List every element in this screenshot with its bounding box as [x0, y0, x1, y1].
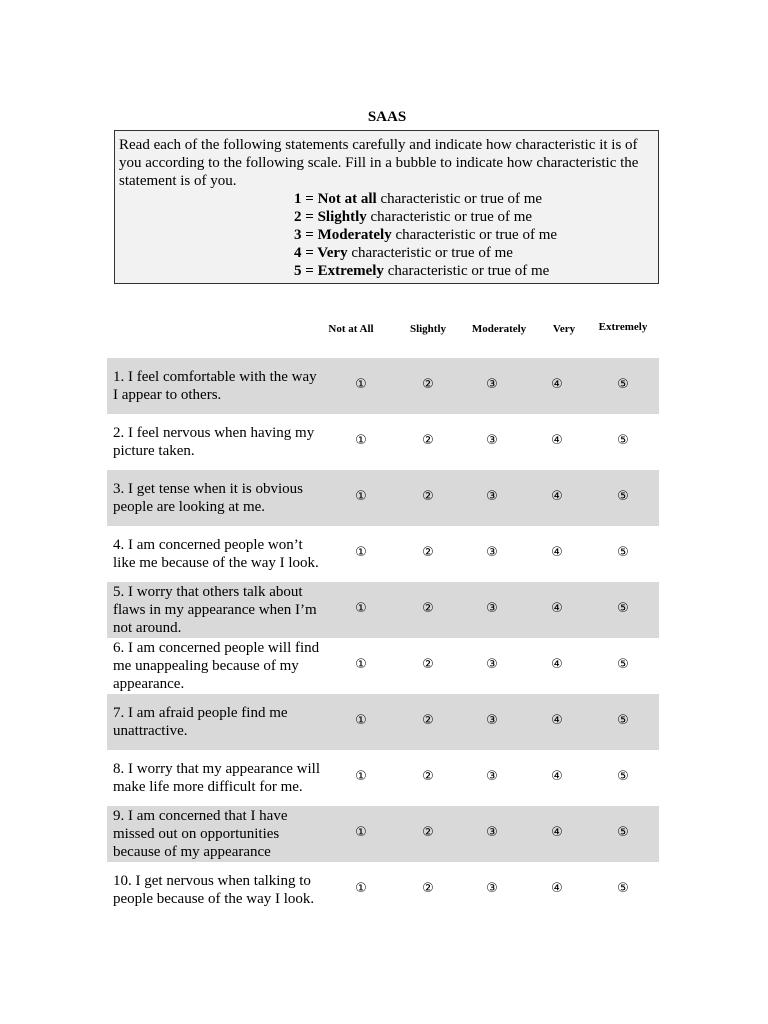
- rating-bubble-4-very[interactable]: ④: [551, 489, 563, 504]
- item-statement-5: [113, 582, 323, 638]
- rating-bubble-5-extremely[interactable]: ⑤: [617, 881, 629, 896]
- item-statement-text: 8. I worry that my appearance will make life more difficult for me.: [113, 761, 321, 795]
- rating-bubble-2-slightly[interactable]: ②: [422, 657, 434, 672]
- column-header-extremely: Extremely: [598, 321, 648, 333]
- item-statement-2: [113, 414, 323, 470]
- item-row-10: [107, 862, 659, 918]
- rating-bubble-3-moderately[interactable]: ③: [486, 881, 498, 896]
- item-statement-10: [113, 862, 323, 918]
- item-row-8: [107, 750, 659, 806]
- rating-bubble-4-very[interactable]: ④: [551, 377, 563, 392]
- rating-scale-legend: [294, 190, 654, 280]
- page-title: SAAS: [367, 109, 407, 125]
- rating-bubble-4-very[interactable]: ④: [551, 601, 563, 616]
- item-statement-9: [113, 806, 323, 862]
- item-row-6: [107, 638, 659, 694]
- item-row-5: [107, 582, 659, 638]
- rating-bubble-4-very[interactable]: ④: [551, 657, 563, 672]
- scale-item-4: 4 = Very characteristic or true of me: [294, 245, 513, 261]
- rating-bubble-3-moderately[interactable]: ③: [486, 545, 498, 560]
- item-statement-3: [113, 470, 323, 526]
- rating-bubble-5-extremely[interactable]: ⑤: [617, 545, 629, 560]
- item-statement-text: 4. I am concerned people won’t like me because of the way I look.: [113, 537, 319, 571]
- item-statement-text: 5. I worry that others talk about flaws in my appearance when I’m not around.: [113, 584, 317, 636]
- item-statement-4: [113, 526, 323, 582]
- rating-bubble-5-extremely[interactable]: ⑤: [617, 657, 629, 672]
- item-row-3: [107, 470, 659, 526]
- item-statement-text: 2. I feel nervous when having my picture taken.: [113, 425, 315, 459]
- rating-bubble-5-extremely[interactable]: ⑤: [617, 769, 629, 784]
- rating-bubble-3-moderately[interactable]: ③: [486, 377, 498, 392]
- rating-bubble-3-moderately[interactable]: ③: [486, 825, 498, 840]
- item-statement-text: 6. I am concerned people will find me unappealing because of my appearance.: [113, 640, 320, 692]
- rating-bubble-4-very[interactable]: ④: [551, 825, 563, 840]
- rating-bubble-4-very[interactable]: ④: [551, 713, 563, 728]
- rating-bubble-1-not-at-all[interactable]: ①: [355, 881, 367, 896]
- rating-bubble-2-slightly[interactable]: ②: [422, 601, 434, 616]
- rating-bubble-2-slightly[interactable]: ②: [422, 881, 434, 896]
- item-row-7: [107, 694, 659, 750]
- rating-bubble-1-not-at-all[interactable]: ①: [355, 769, 367, 784]
- scale-item-5: 5 = Extremely characteristic or true of me: [294, 263, 550, 279]
- scale-item-2: 2 = Slightly characteristic or true of me: [294, 209, 533, 225]
- rating-bubble-1-not-at-all[interactable]: ①: [355, 433, 367, 448]
- rating-bubble-3-moderately[interactable]: ③: [486, 769, 498, 784]
- rating-bubble-4-very[interactable]: ④: [551, 881, 563, 896]
- rating-bubble-2-slightly[interactable]: ②: [422, 825, 434, 840]
- rating-bubble-2-slightly[interactable]: ②: [422, 769, 434, 784]
- rating-bubble-3-moderately[interactable]: ③: [486, 713, 498, 728]
- rating-bubble-5-extremely[interactable]: ⑤: [617, 601, 629, 616]
- rating-bubble-3-moderately[interactable]: ③: [486, 433, 498, 448]
- item-row-2: [107, 414, 659, 470]
- rating-bubble-1-not-at-all[interactable]: ①: [355, 545, 367, 560]
- scale-item-1: 1 = Not at all characteristic or true of me: [294, 191, 543, 207]
- rating-bubble-2-slightly[interactable]: ②: [422, 545, 434, 560]
- column-header-not-at-all: Not at All: [328, 323, 374, 335]
- rating-bubble-1-not-at-all[interactable]: ①: [355, 489, 367, 504]
- rating-bubble-4-very[interactable]: ④: [551, 769, 563, 784]
- rating-bubble-3-moderately[interactable]: ③: [486, 601, 498, 616]
- column-header-very: Very: [552, 323, 576, 335]
- rating-bubble-1-not-at-all[interactable]: ①: [355, 657, 367, 672]
- item-statement-text: 1. I feel comfortable with the way I appear to others.: [113, 369, 317, 403]
- item-statement-text: 9. I am concerned that I have missed out on opportunities because of my appearance: [113, 808, 288, 860]
- item-row-1: [107, 358, 659, 414]
- rating-bubble-2-slightly[interactable]: ②: [422, 713, 434, 728]
- rating-bubble-4-very[interactable]: ④: [551, 545, 563, 560]
- column-header-slightly: Slightly: [409, 323, 447, 335]
- rating-bubble-1-not-at-all[interactable]: ①: [355, 377, 367, 392]
- rating-bubble-5-extremely[interactable]: ⑤: [617, 825, 629, 840]
- rating-bubble-4-very[interactable]: ④: [551, 433, 563, 448]
- instructions-box: [114, 130, 659, 284]
- column-header-moderately: Moderately: [471, 323, 527, 335]
- rating-bubble-2-slightly[interactable]: ②: [422, 377, 434, 392]
- item-statement-1: [113, 358, 323, 414]
- rating-bubble-5-extremely[interactable]: ⑤: [617, 489, 629, 504]
- rating-bubble-5-extremely[interactable]: ⑤: [617, 433, 629, 448]
- rating-bubble-1-not-at-all[interactable]: ①: [355, 825, 367, 840]
- item-statement-text: 7. I am afraid people find me unattractive.: [113, 705, 288, 739]
- item-statement-8: [113, 750, 323, 806]
- instructions-text: Read each of the following statements carefully and indicate how characteristic it is of you according to the following scale. Fill in a bubble to indicate how characteristic the statement is of you.: [119, 137, 639, 189]
- scale-item-3: 3 = Moderately characteristic or true of me: [294, 227, 558, 243]
- rating-bubble-1-not-at-all[interactable]: ①: [355, 601, 367, 616]
- item-statement-6: [113, 638, 323, 694]
- item-statement-text: 3. I get tense when it is obvious people are looking at me.: [113, 481, 303, 515]
- item-statement-7: [113, 694, 323, 750]
- rating-bubble-2-slightly[interactable]: ②: [422, 489, 434, 504]
- item-row-9: [107, 806, 659, 862]
- rating-bubble-5-extremely[interactable]: ⑤: [617, 713, 629, 728]
- rating-bubble-3-moderately[interactable]: ③: [486, 657, 498, 672]
- rating-bubble-3-moderately[interactable]: ③: [486, 489, 498, 504]
- rating-bubble-1-not-at-all[interactable]: ①: [355, 713, 367, 728]
- item-row-4: [107, 526, 659, 582]
- item-statement-text: 10. I get nervous when talking to people because of the way I look.: [113, 873, 315, 907]
- rating-bubble-5-extremely[interactable]: ⑤: [617, 377, 629, 392]
- rating-bubble-2-slightly[interactable]: ②: [422, 433, 434, 448]
